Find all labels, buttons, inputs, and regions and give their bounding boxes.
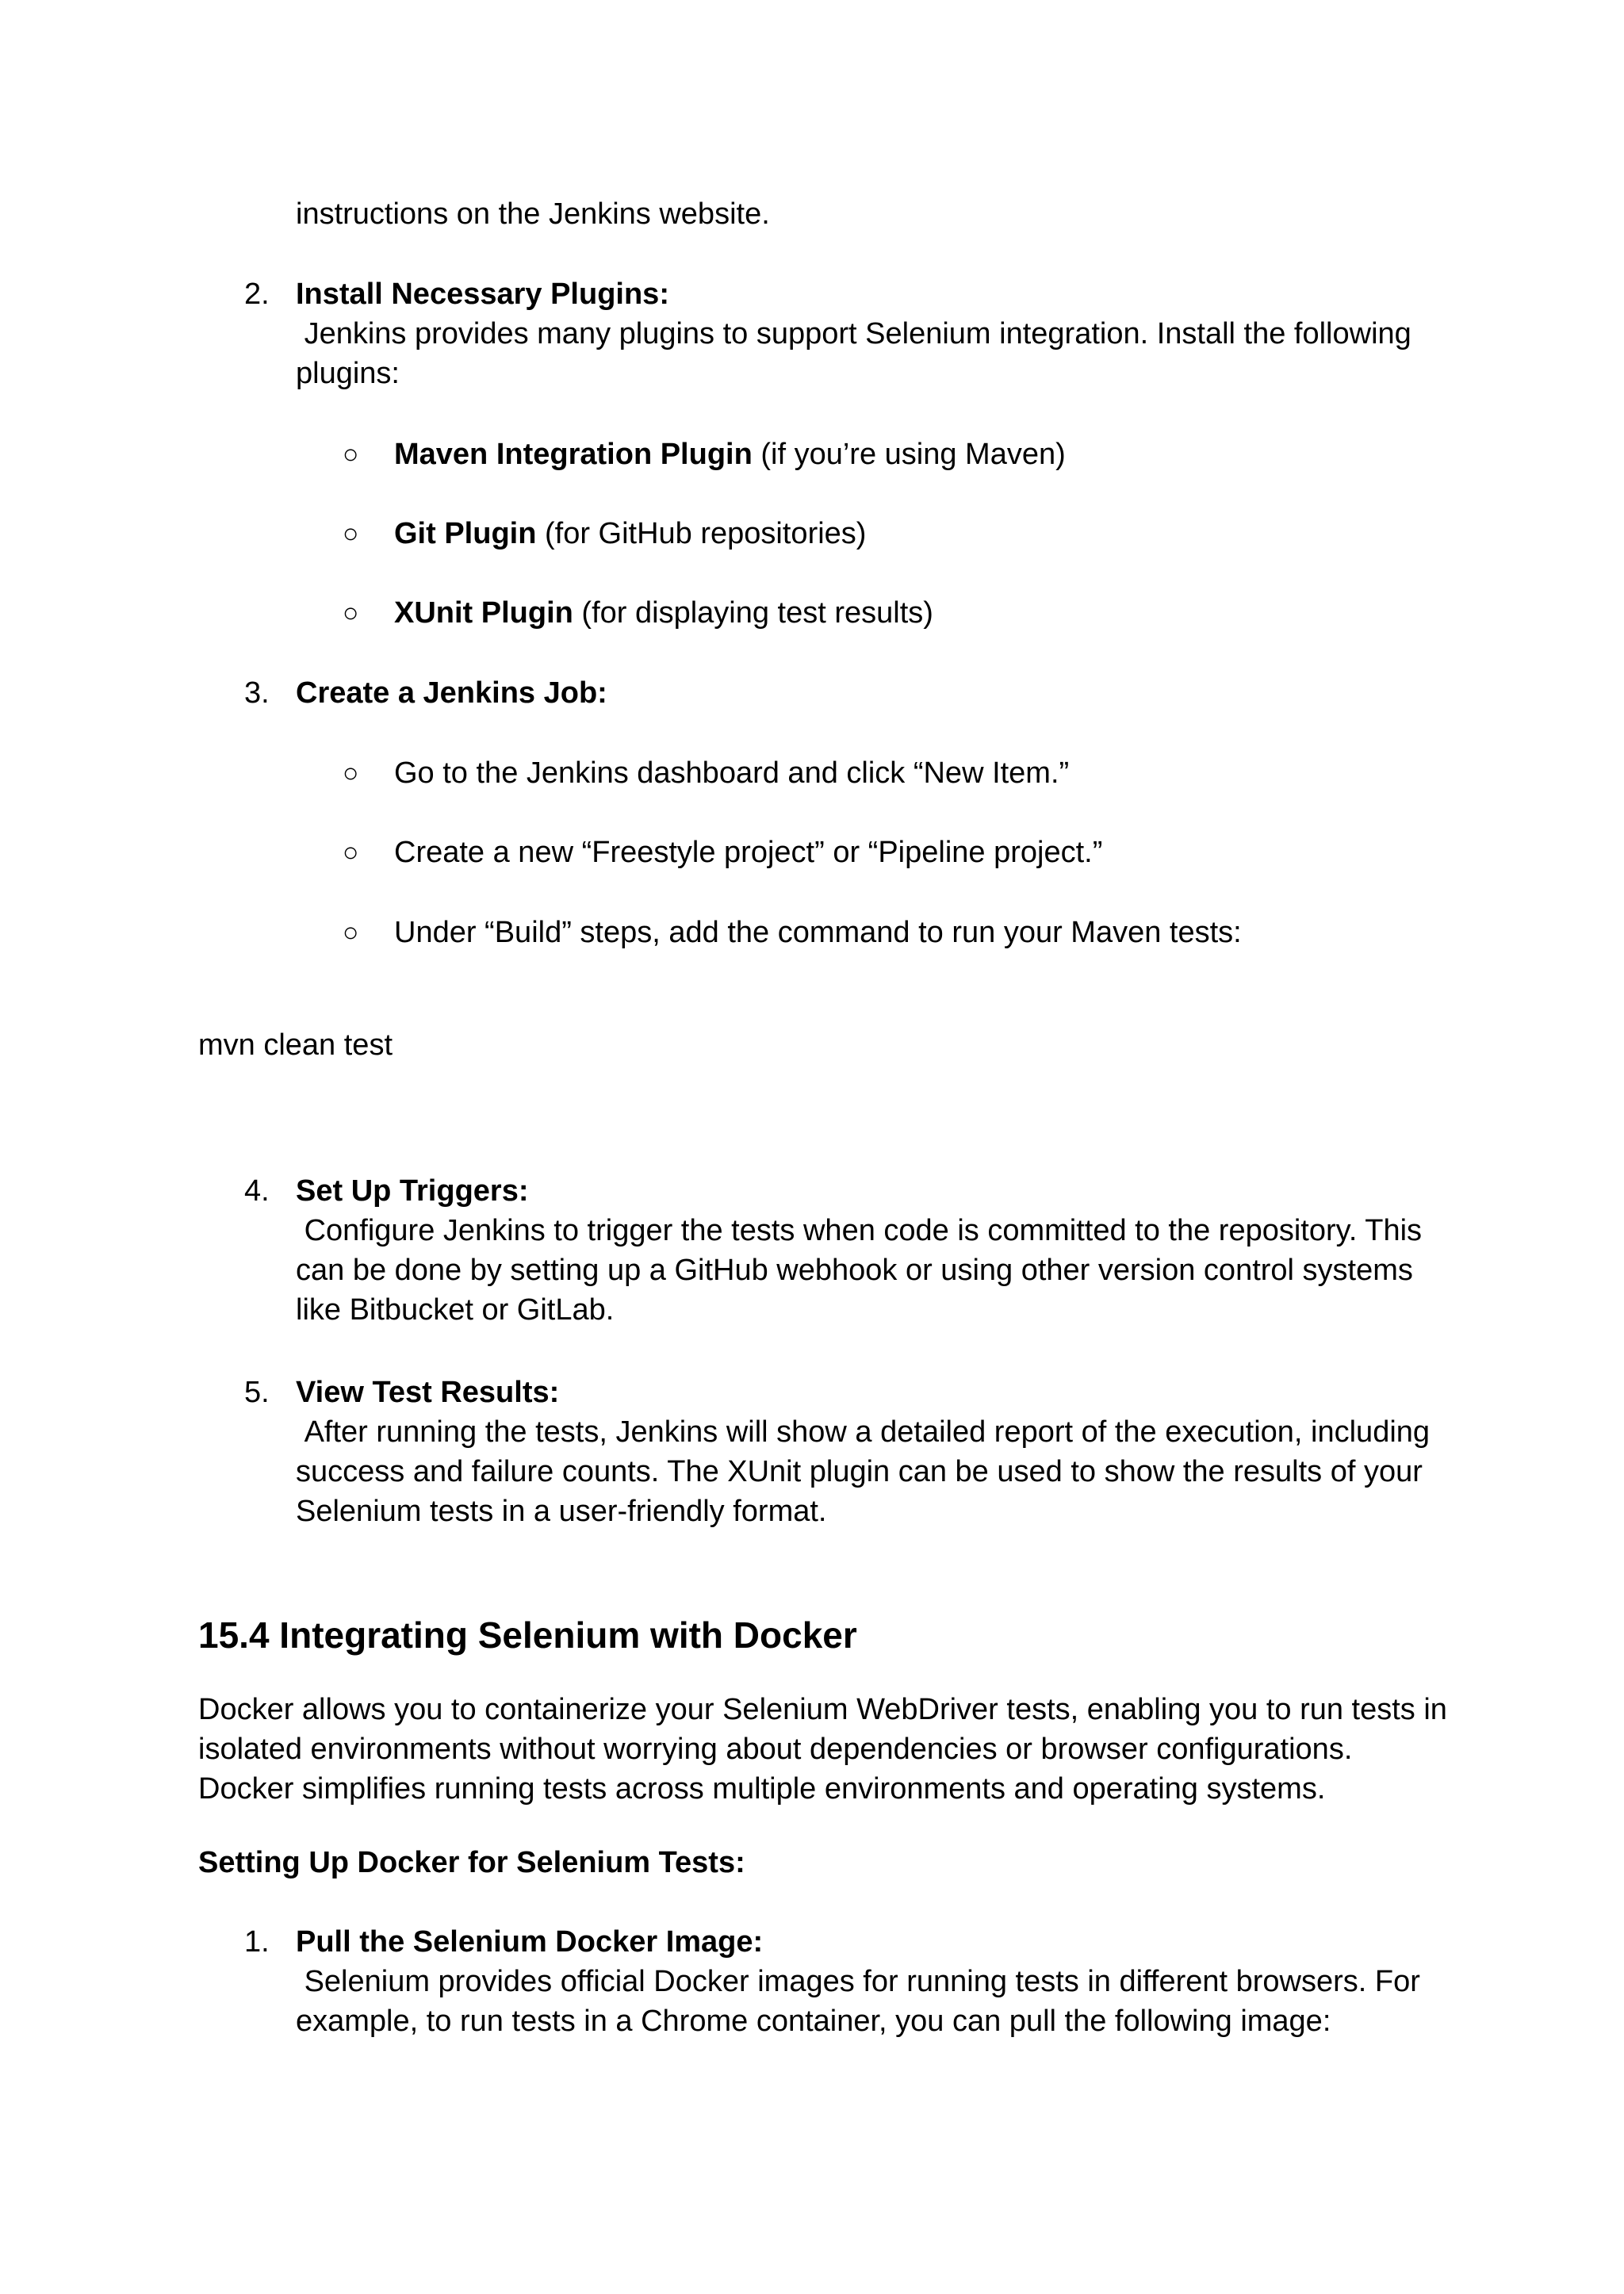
plugin-name: Git Plugin [394,517,537,550]
job-step-3: Under “Build” steps, add the command to run your Maven tests: [394,916,1242,949]
plugin-name: XUnit Plugin [394,596,573,630]
step-5-body: After running the tests, Jenkins will show a detailed report of the execution, including success and failure counts. The XUnit plugin can be used to show the results of your Selenium tests in a user-friendly format. [296,1415,1438,1528]
step-4-number: 4. [244,1174,270,1208]
bullet-icon: ○ [343,598,359,628]
subheading-text: Setting Up Docker for Selenium Tests: [198,1846,745,1879]
job-step-2: Create a new “Freestyle project” or “Pipeline project.” [394,836,1103,869]
bullet-icon: ○ [343,439,359,469]
section-subheading [198,1843,1451,1882]
step-2-body: Jenkins provides many plugins to support Selenium integration. Install the following plugins: [296,317,1420,390]
command-text: mvn clean test [198,1028,393,1062]
step-5-number: 5. [244,1376,270,1409]
step-4-body: Configure Jenkins to trigger the tests when code is committed to the repository. This can be done by setting up a GitHub webhook or using other version control systems like Bitbucket or GitLab. [296,1214,1431,1327]
plugin-note: (if you’re using Maven) [752,438,1066,471]
step-2 [296,274,1454,393]
section-heading: 15.4 Integrating Selenium with Docker [198,1614,857,1656]
step-3-number: 3. [244,676,270,710]
intro-tail-text: instructions on the Jenkins website. [296,197,770,231]
docker-step-1 [296,1922,1454,2041]
bullet-icon: ○ [343,519,359,549]
step-2-title: Install Necessary Plugins: [296,278,669,311]
step-4 [296,1171,1454,1330]
plugin-note: (for GitHub repositories) [536,517,867,550]
bullet-icon: ○ [343,837,359,867]
plugin-item-maven [394,435,1449,474]
step-5 [296,1373,1454,1531]
section-paragraph: Docker allows you to containerize your Selenium WebDriver tests, enabling you to run tests in isolated environments without worrying about dependencies or browser configurations. Docker simplifies running tests across multiple environments and operating systems. [198,1693,1447,1806]
plugin-item-xunit [394,593,1449,633]
step-5-title: View Test Results: [296,1376,560,1409]
plugin-item-git [394,514,1449,553]
plugin-note: (for displaying test results) [573,596,933,630]
docker-step-1-number: 1. [244,1925,270,1959]
step-3 [296,673,1454,713]
plugin-name: Maven Integration Plugin [394,438,753,471]
job-step-1: Go to the Jenkins dashboard and click “New Item.” [394,756,1070,790]
step-3-title: Create a Jenkins Job: [296,676,607,710]
step-2-number: 2. [244,278,270,311]
bullet-icon: ○ [343,917,359,948]
docker-step-1-body: Selenium provides official Docker images for running tests in different browsers. For example, to run tests in a Chrome container, you can pull the following image: [296,1965,1429,2038]
docker-step-1-title: Pull the Selenium Docker Image: [296,1925,764,1959]
bullet-icon: ○ [343,758,359,788]
step-4-title: Set Up Triggers: [296,1174,529,1208]
